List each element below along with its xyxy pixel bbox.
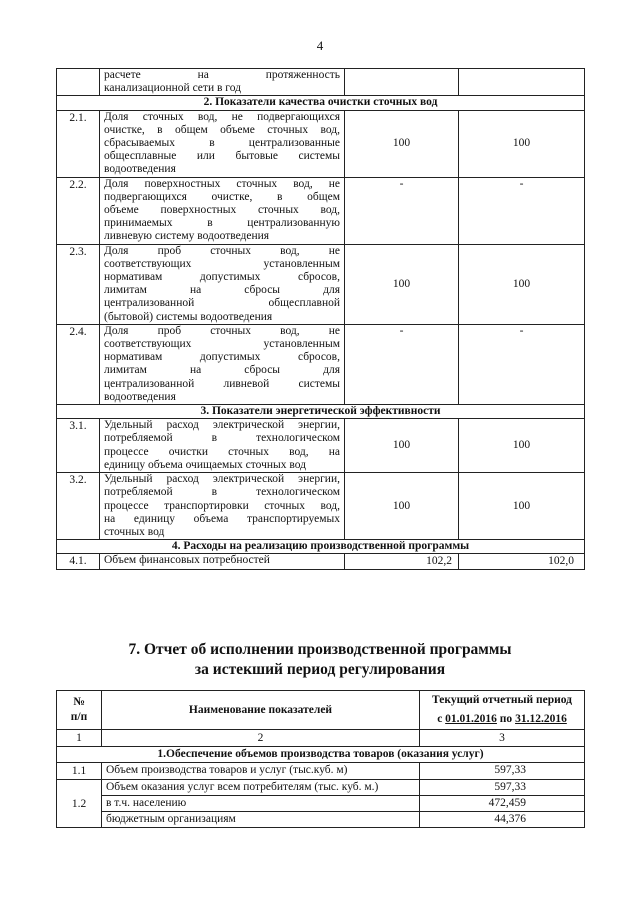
section-1-title: 1.Обеспечение объемов производства товаров (оказания услуг): [57, 747, 585, 763]
row-description: [100, 110, 345, 177]
header-from: с: [437, 713, 443, 725]
value-planned: 100: [345, 110, 459, 177]
table-row: [57, 473, 585, 540]
description-line: Доля сточных вод, не подвергающихся: [104, 110, 340, 123]
description-line: лимитам на сбросы для: [104, 284, 340, 297]
description-line: Удельный расход электрической энергии,: [104, 419, 340, 432]
section-row: [57, 405, 585, 419]
value-actual: -: [459, 324, 585, 404]
description-line: ливневую систему водоотведения: [104, 230, 270, 243]
description-line: Удельный расход электрической энергии,: [104, 473, 340, 486]
description-line: сточных вод: [104, 525, 165, 538]
report-table: [56, 690, 585, 828]
row-description: [100, 419, 345, 473]
row-description: [100, 324, 345, 404]
value-actual: 100: [459, 244, 585, 324]
value-planned: [345, 69, 459, 96]
row-value: 597,33: [420, 780, 585, 796]
row-description: [100, 473, 345, 540]
table-row: [57, 812, 585, 828]
row-num: 2.4.: [57, 324, 100, 404]
value-actual: 100: [459, 110, 585, 177]
description-line: Доля поверхностных сточных вод, не: [104, 177, 340, 190]
header-period: Текущий отчетный период: [420, 691, 585, 711]
row-value: 597,33: [420, 763, 585, 780]
value-actual: 100: [459, 473, 585, 540]
section-heading: [0, 640, 640, 680]
row-num: 2.1.: [57, 110, 100, 177]
row-value: 44,376: [420, 812, 585, 828]
index-1: 1: [57, 730, 102, 747]
page-number: 4: [316, 38, 324, 53]
header-row: [57, 691, 585, 711]
description-line: очистке, в общем объеме сточных вод,: [104, 123, 340, 136]
row-label: Объем производства товаров и услуг (тыс.куб. м): [102, 763, 420, 780]
row-num: 1.2: [57, 780, 102, 828]
section-3-title: 3. Показатели энергетической эффективности: [57, 405, 585, 419]
table-row: [57, 419, 585, 473]
description-line: сбрасываемых в централизованные: [104, 137, 340, 150]
description-line: соответствующих установленным: [104, 257, 340, 270]
value-planned: 100: [345, 473, 459, 540]
description-line: водоотведения: [104, 163, 176, 176]
table-row: [57, 177, 585, 244]
description-line: централизованной общесплавной: [104, 297, 340, 310]
table-row: [57, 324, 585, 404]
row-description: Объем финансовых потребностей: [100, 554, 345, 569]
heading-line-2: за истекший период регулирования: [194, 661, 446, 678]
index-row: [57, 730, 585, 747]
row-num: 3.1.: [57, 419, 100, 473]
table-row: [57, 763, 585, 780]
value-actual: [459, 69, 585, 96]
description-line: подвергающихся очистке, в общем: [104, 190, 340, 203]
header-name: Наименование показателей: [102, 691, 420, 730]
section-4-title: 4. Расходы на реализацию производственной программы: [57, 540, 585, 554]
header-date-start: 01.01.2016: [445, 713, 497, 725]
description-line: канализационной сети в год: [104, 82, 241, 95]
row-num: 4.1.: [57, 554, 100, 569]
heading-line-1: 7. Отчет об исполнении производственной программы: [128, 641, 512, 658]
table-row: [57, 110, 585, 177]
description-line: процессе транспортировки сточных вод,: [104, 499, 340, 512]
value-planned: 100: [345, 244, 459, 324]
value-planned: -: [345, 177, 459, 244]
header-to: по: [499, 713, 513, 725]
description-line: единицу объема очищаемых сточных вод: [104, 458, 307, 471]
description-line: потребляемой в технологическом: [104, 432, 340, 445]
table-row: [57, 244, 585, 324]
row-num: 2.2.: [57, 177, 100, 244]
table-row: [57, 796, 585, 812]
section-2-title: 2. Показатели качества очистки сточных вод: [57, 96, 585, 110]
table-row: [57, 69, 585, 96]
row-description: [100, 177, 345, 244]
row-description: [100, 69, 345, 96]
description-line: нормативам допустимых сбросов,: [104, 351, 340, 364]
row-description: [100, 244, 345, 324]
value-planned: 100: [345, 419, 459, 473]
description-line: общесплавные или бытовые системы: [104, 150, 340, 163]
row-label: в т.ч. населению: [102, 796, 420, 812]
description-line: Доля проб сточных вод, не: [104, 244, 340, 257]
description-line: потребляемой в технологическом: [104, 486, 340, 499]
row-label: бюджетным организациям: [102, 812, 420, 828]
value-planned: 102,2: [345, 554, 459, 569]
description-line: объеме поверхностных сточных вод,: [104, 204, 340, 217]
description-line: водоотведения: [104, 390, 176, 403]
index-3: 3: [420, 730, 585, 747]
value-actual: -: [459, 177, 585, 244]
description-line: принимаемых в централизованную: [104, 217, 340, 230]
value-actual: 102,0: [459, 554, 585, 569]
description-line: расчете на протяженность: [104, 69, 340, 81]
header-num-sign: №: [73, 696, 85, 708]
header-num-pp: п/п: [70, 711, 88, 723]
row-num: [57, 69, 100, 96]
description-line: (бытовой) системы водоотведения: [104, 310, 273, 323]
header-num: [57, 691, 102, 730]
table-row: [57, 554, 585, 569]
header-dates: [420, 710, 585, 730]
row-num: 1.1: [57, 763, 102, 780]
value-planned: -: [345, 324, 459, 404]
description-line: соответствующих установленным: [104, 338, 340, 351]
section-row: [57, 96, 585, 110]
header-date-end: 31.12.2016: [515, 713, 567, 725]
indicators-table: [56, 68, 585, 570]
description-line: нормативам допустимых сбросов,: [104, 271, 340, 284]
description-line: централизованной ливневой системы: [104, 377, 340, 390]
value-actual: 100: [459, 419, 585, 473]
description-line: процессе очистки сточных вод, на: [104, 445, 340, 458]
index-2: 2: [102, 730, 420, 747]
row-num: 3.2.: [57, 473, 100, 540]
row-num: 2.3.: [57, 244, 100, 324]
row-value: 472,459: [420, 796, 585, 812]
description-line: лимитам на сбросы для: [104, 364, 340, 377]
description-line: Доля проб сточных вод, не: [104, 324, 340, 337]
row-label: Объем оказания услуг всем потребителям (тыс. куб. м.): [102, 780, 420, 796]
section-row: [57, 540, 585, 554]
table-row: [57, 780, 585, 796]
section-row: [57, 747, 585, 763]
description-line: на единицу объема транспортируемых: [104, 512, 340, 525]
